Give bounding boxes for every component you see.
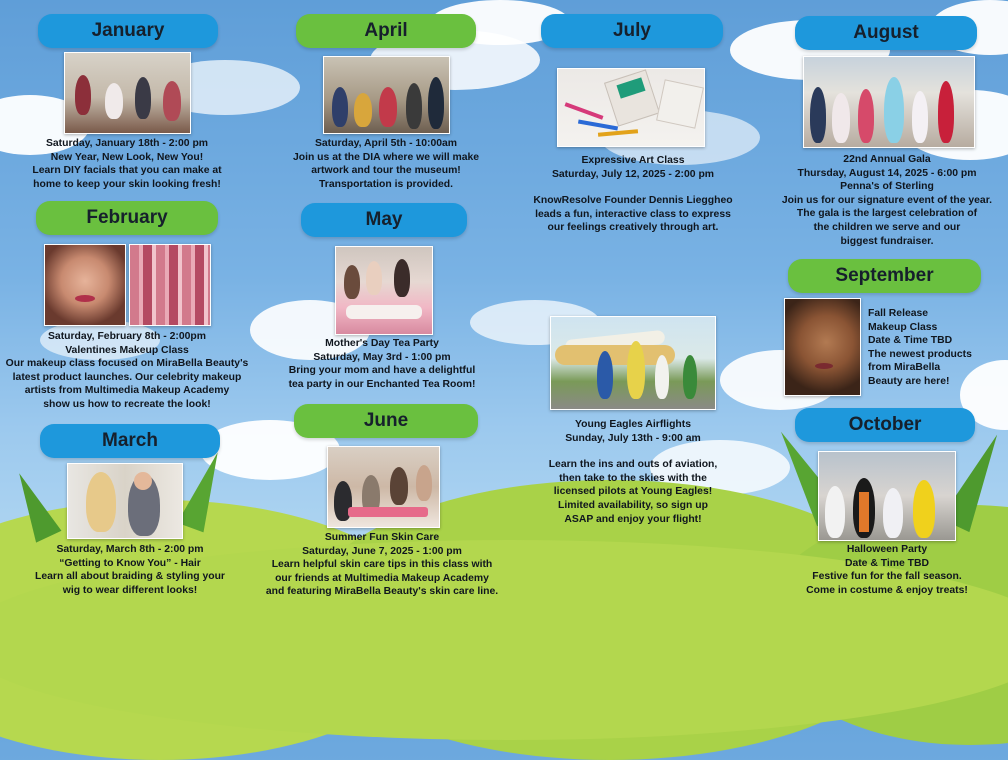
event-july-eagles: Young Eagles Airflights Sunday, July 13th - 9:00 am Learn the ins and outs of aviation, then take to the skies with the licensed pilots at Young Eagles! Limited availability, so sign up ASAP and enjoy your flight! bbox=[548, 419, 718, 525]
photo-july-art-class bbox=[557, 68, 705, 147]
photo-january-facials bbox=[64, 52, 191, 134]
month-header-october: October bbox=[795, 408, 975, 442]
photo-february-lipsticks bbox=[129, 244, 211, 326]
photo-july-young-eagles bbox=[550, 316, 716, 410]
event-april: Saturday, April 5th - 10:00am Join us at the DIA where we will make artwork and tour the museum! Transportation is provided. bbox=[292, 138, 480, 190]
month-header-july: July bbox=[541, 14, 723, 48]
month-header-march: March bbox=[40, 424, 220, 458]
month-header-april: April bbox=[296, 14, 476, 48]
event-september: Fall Release Makeup Class Date & Time TBD The newest products from MiraBella Beauty are here! bbox=[868, 308, 972, 387]
event-january: Saturday, January 18th - 2:00 pm New Year, New Look, New You! Learn DIY facials that you can make at home to keep your skin looking fresh! bbox=[32, 138, 222, 190]
month-header-september: September bbox=[788, 259, 981, 293]
photo-april-dia-visit bbox=[323, 56, 450, 134]
event-february: Saturday, February 8th - 2:00pm Valentines Makeup Class Our makeup class focused on MiraBella Beauty's latest product launches. Our celebrity makeup artists from Multimedia Makeup Academy show us how to recreate the look! bbox=[5, 331, 249, 410]
photo-february-makeup-model bbox=[44, 244, 126, 326]
month-header-january: January bbox=[38, 14, 218, 48]
event-march: Saturday, March 8th - 2:00 pm “Getting to Know You” - Hair Learn all about braiding & styling your wig to wear different looks! bbox=[35, 544, 225, 596]
month-header-august: August bbox=[795, 16, 977, 50]
month-header-june: June bbox=[294, 404, 478, 438]
photo-august-gala bbox=[803, 56, 975, 148]
month-header-february: February bbox=[36, 201, 218, 235]
event-may: Mother's Day Tea Party Saturday, May 3rd - 1:00 pm Bring your mom and have a delightful tea party in our Enchanted Tea Room! bbox=[288, 338, 476, 390]
photo-june-skin-care bbox=[327, 446, 440, 528]
photo-may-tea-party bbox=[335, 246, 433, 335]
event-august: 22nd Annual Gala Thursday, August 14, 2025 - 6:00 pm Penna's of Sterling Join us for our signature event of the year. The gala is the largest celebration of the children we serve and our biggest fundraiser. bbox=[781, 154, 993, 247]
month-header-may: May bbox=[301, 203, 467, 237]
event-october: Halloween Party Date & Time TBD Festive fun for the fall season. Come in costume & enjoy treats! bbox=[806, 544, 968, 596]
event-july-art: Expressive Art Class Saturday, July 12, 2025 - 2:00 pm KnowResolve Founder Dennis Lieggheo leads a fun, interactive class to express our feelings creatively through art. bbox=[533, 155, 733, 234]
event-june: Summer Fun Skin Care Saturday, June 7, 2025 - 1:00 pm Learn helpful skin care tips in this class with our friends at Multimedia Makeup Academy and featuring MiraBella Beauty's skin care line. bbox=[265, 532, 499, 598]
photo-october-halloween bbox=[818, 451, 956, 541]
photo-september-makeup-model bbox=[784, 298, 861, 396]
photo-march-wig-styling bbox=[67, 463, 183, 539]
